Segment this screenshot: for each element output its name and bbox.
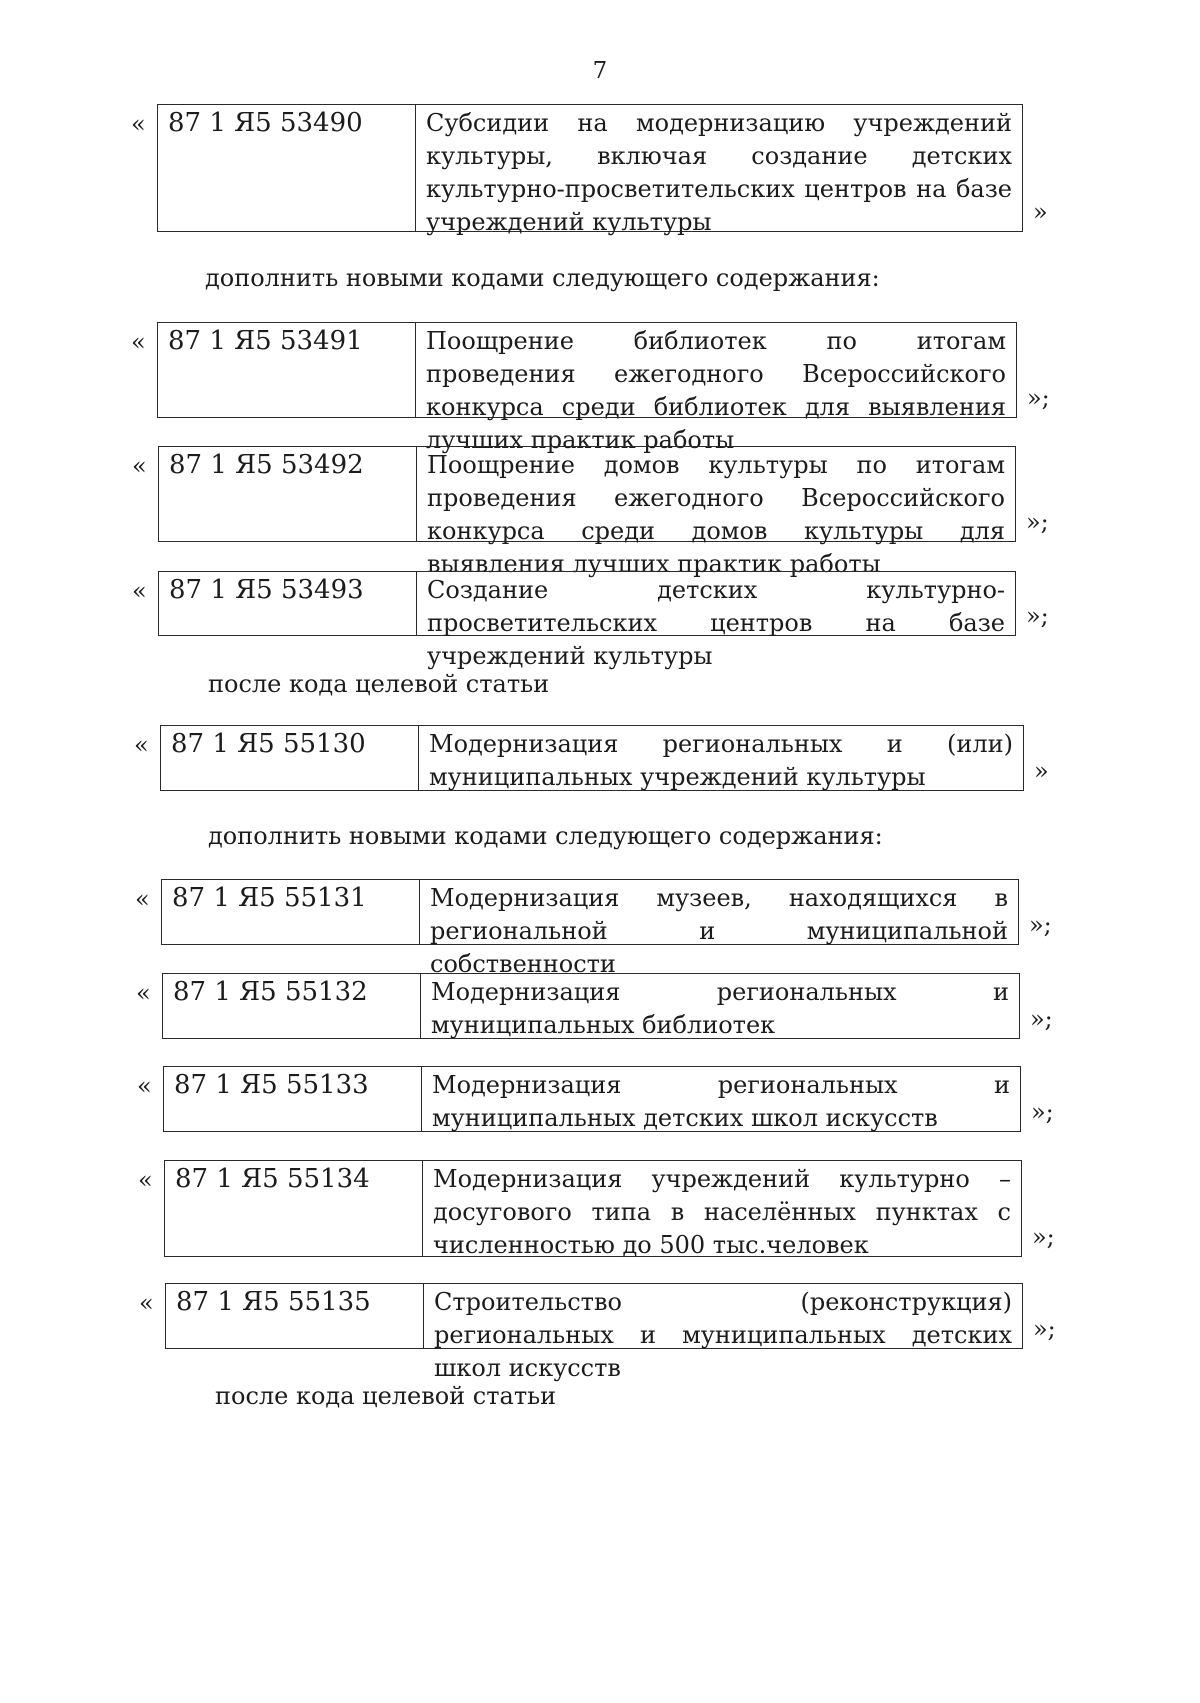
code-table-row xyxy=(161,879,1019,978)
code-description: Строительство (реконструкция) региональных и муниципальных детских школ искусств xyxy=(434,1288,1012,1382)
opening-quote: « xyxy=(138,1166,153,1194)
closing-quote: »; xyxy=(1030,1005,1053,1033)
code-table-row xyxy=(157,104,1023,236)
closing-quote: »; xyxy=(1033,1315,1056,1343)
target-article-code: 87 1 Я5 55134 xyxy=(165,1161,423,1256)
opening-quote: « xyxy=(131,328,146,356)
closing-quote: »; xyxy=(1029,911,1052,939)
code-description: Модернизация учреждений культурно – досугового типа в населённых пунктах с численностью до 500 тыс.человек xyxy=(433,1165,1011,1259)
page-number: 7 xyxy=(592,58,608,84)
code-table-row xyxy=(164,1160,1022,1257)
target-article-code: 87 1 Я5 53491 xyxy=(158,323,416,417)
code-description: Субсидии на модернизацию учреждений культуры, включая создание детских культурно-просветительских центров на базе учреждений культуры xyxy=(426,109,1012,236)
closing-quote: »; xyxy=(1031,1098,1054,1126)
closing-quote: » xyxy=(1033,198,1048,226)
target-article-code: 87 1 Я5 55131 xyxy=(162,880,420,944)
opening-quote: « xyxy=(135,885,150,913)
opening-quote: « xyxy=(134,731,149,759)
paragraph-text: после кода целевой статьи xyxy=(215,1382,557,1410)
paragraph-text: дополнить новыми кодами следующего содержания: xyxy=(205,264,880,292)
opening-quote: « xyxy=(132,577,147,605)
closing-quote: »; xyxy=(1026,508,1049,536)
paragraph-text: дополнить новыми кодами следующего содержания: xyxy=(208,822,883,850)
code-description: Поощрение домов культуры по итогам проведения ежегодного Всероссийского конкурса среди домов культуры для выявления лучших практик работы xyxy=(427,451,1005,578)
target-article-code: 87 1 Я5 53493 xyxy=(159,572,417,635)
code-table-row xyxy=(165,1283,1023,1382)
closing-quote: »; xyxy=(1032,1223,1055,1251)
paragraph-text: после кода целевой статьи xyxy=(208,670,550,698)
closing-quote: »; xyxy=(1027,384,1050,412)
code-table-row xyxy=(158,571,1016,670)
code-description: Поощрение библиотек по итогам проведения ежегодного Всероссийского конкурса среди библиотек для выявления лучших практик работы xyxy=(426,327,1006,454)
code-description: Модернизация региональных и муниципальных библиотек xyxy=(431,978,1009,1039)
code-table-row xyxy=(158,446,1016,578)
opening-quote: « xyxy=(136,979,151,1007)
code-description: Модернизация музеев, находящихся в региональной и муниципальной собственности xyxy=(430,884,1008,978)
target-article-code: 87 1 Я5 53492 xyxy=(159,447,417,541)
code-table-row xyxy=(162,973,1020,1039)
target-article-code: 87 1 Я5 55135 xyxy=(166,1284,424,1348)
closing-quote: » xyxy=(1034,757,1049,785)
code-description: Модернизация региональных и (или) муниципальных учреждений культуры xyxy=(429,730,1013,791)
target-article-code: 87 1 Я5 55133 xyxy=(164,1067,422,1131)
target-article-code: 87 1 Я5 55132 xyxy=(163,974,421,1038)
opening-quote: « xyxy=(132,452,147,480)
code-table-row xyxy=(163,1066,1021,1132)
code-table-row xyxy=(157,322,1017,454)
closing-quote: »; xyxy=(1026,602,1049,630)
opening-quote: « xyxy=(137,1072,152,1100)
opening-quote: « xyxy=(131,110,146,138)
code-description: Создание детских культурно-просветительских центров на базе учреждений культуры xyxy=(427,576,1005,670)
opening-quote: « xyxy=(139,1289,154,1317)
code-table-row xyxy=(160,725,1024,791)
target-article-code: 87 1 Я5 55130 xyxy=(161,726,419,790)
code-description: Модернизация региональных и муниципальных детских школ искусств xyxy=(432,1071,1010,1132)
target-article-code: 87 1 Я5 53490 xyxy=(158,105,416,231)
